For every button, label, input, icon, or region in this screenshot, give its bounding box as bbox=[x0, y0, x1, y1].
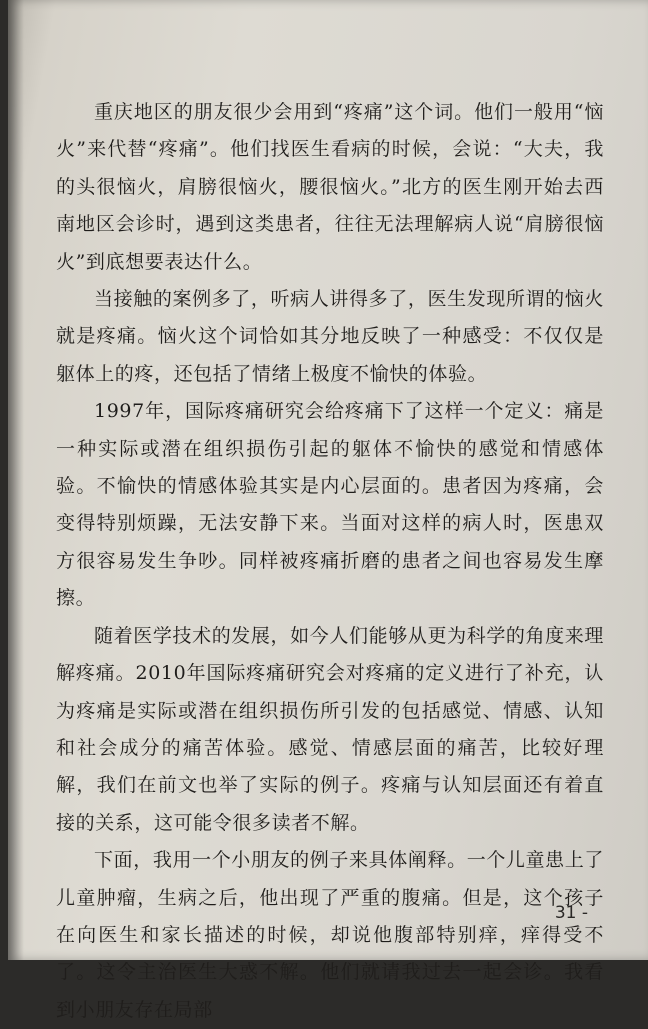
page-number: 31 - bbox=[554, 903, 588, 923]
paragraph-3: 1997年，国际疼痛研究会给疼痛下了这样一个定义：痛是一种实际或潜在组织损伤引起的躯体不愉快的感觉和情感体验。不愉快的情感体验其实是内心层面的。患者因为疼痛，会变得特别烦躁，无法安静下来。当面对这样的病人时，医患双方很容易发生争吵。同样被疼痛折磨的患者之间也容易发生摩擦。 bbox=[56, 400, 604, 610]
paragraph-2: 当接触的案例多了，听病人讲得多了，医生发现所谓的恼火就是疼痛。恼火这个词恰如其分地反映了一种感受：不仅仅是躯体上的疼，还包括了情绪上极度不愉快的体验。 bbox=[56, 288, 604, 385]
body-text bbox=[56, 94, 604, 1029]
paragraph-1: 重庆地区的朋友很少会用到“疼痛”这个词。他们一般用“恼火”来代替“疼痛”。他们找医生看病的时候，会说：“大夫，我的头很恼火，肩膀很恼火，腰很恼火。”北方的医生刚开始去西南地区会诊时，遇到这类患者，往往无法理解病人说“肩膀很恼火”到底想要表达什么。 bbox=[56, 101, 604, 273]
paragraph-5: 下面，我用一个小朋友的例子来具体阐释。一个儿童患上了儿童肿瘤，生病之后，他出现了严重的腹痛。但是，这个孩子在向医生和家长描述的时候，却说他腹部特别痒，痒得受不了。这令主治医生大惑不解。他们就请我过去一起会诊。我看到小朋友存在局部 bbox=[56, 849, 604, 1021]
binding-shadow bbox=[8, 0, 24, 960]
book-page bbox=[8, 0, 648, 1021]
paragraph-4: 随着医学技术的发展，如今人们能够从更为科学的角度来理解疼痛。2010年国际疼痛研究会对疼痛的定义进行了补充，认为疼痛是实际或潜在组织损伤所引发的包括感觉、情感、认知和社会成分的痛苦体验。感觉、情感层面的痛苦，比较好理解，我们在前文也举了实际的例子。疼痛与认知层面还有着直接的关系，这可能令很多读者不解。 bbox=[56, 624, 604, 834]
